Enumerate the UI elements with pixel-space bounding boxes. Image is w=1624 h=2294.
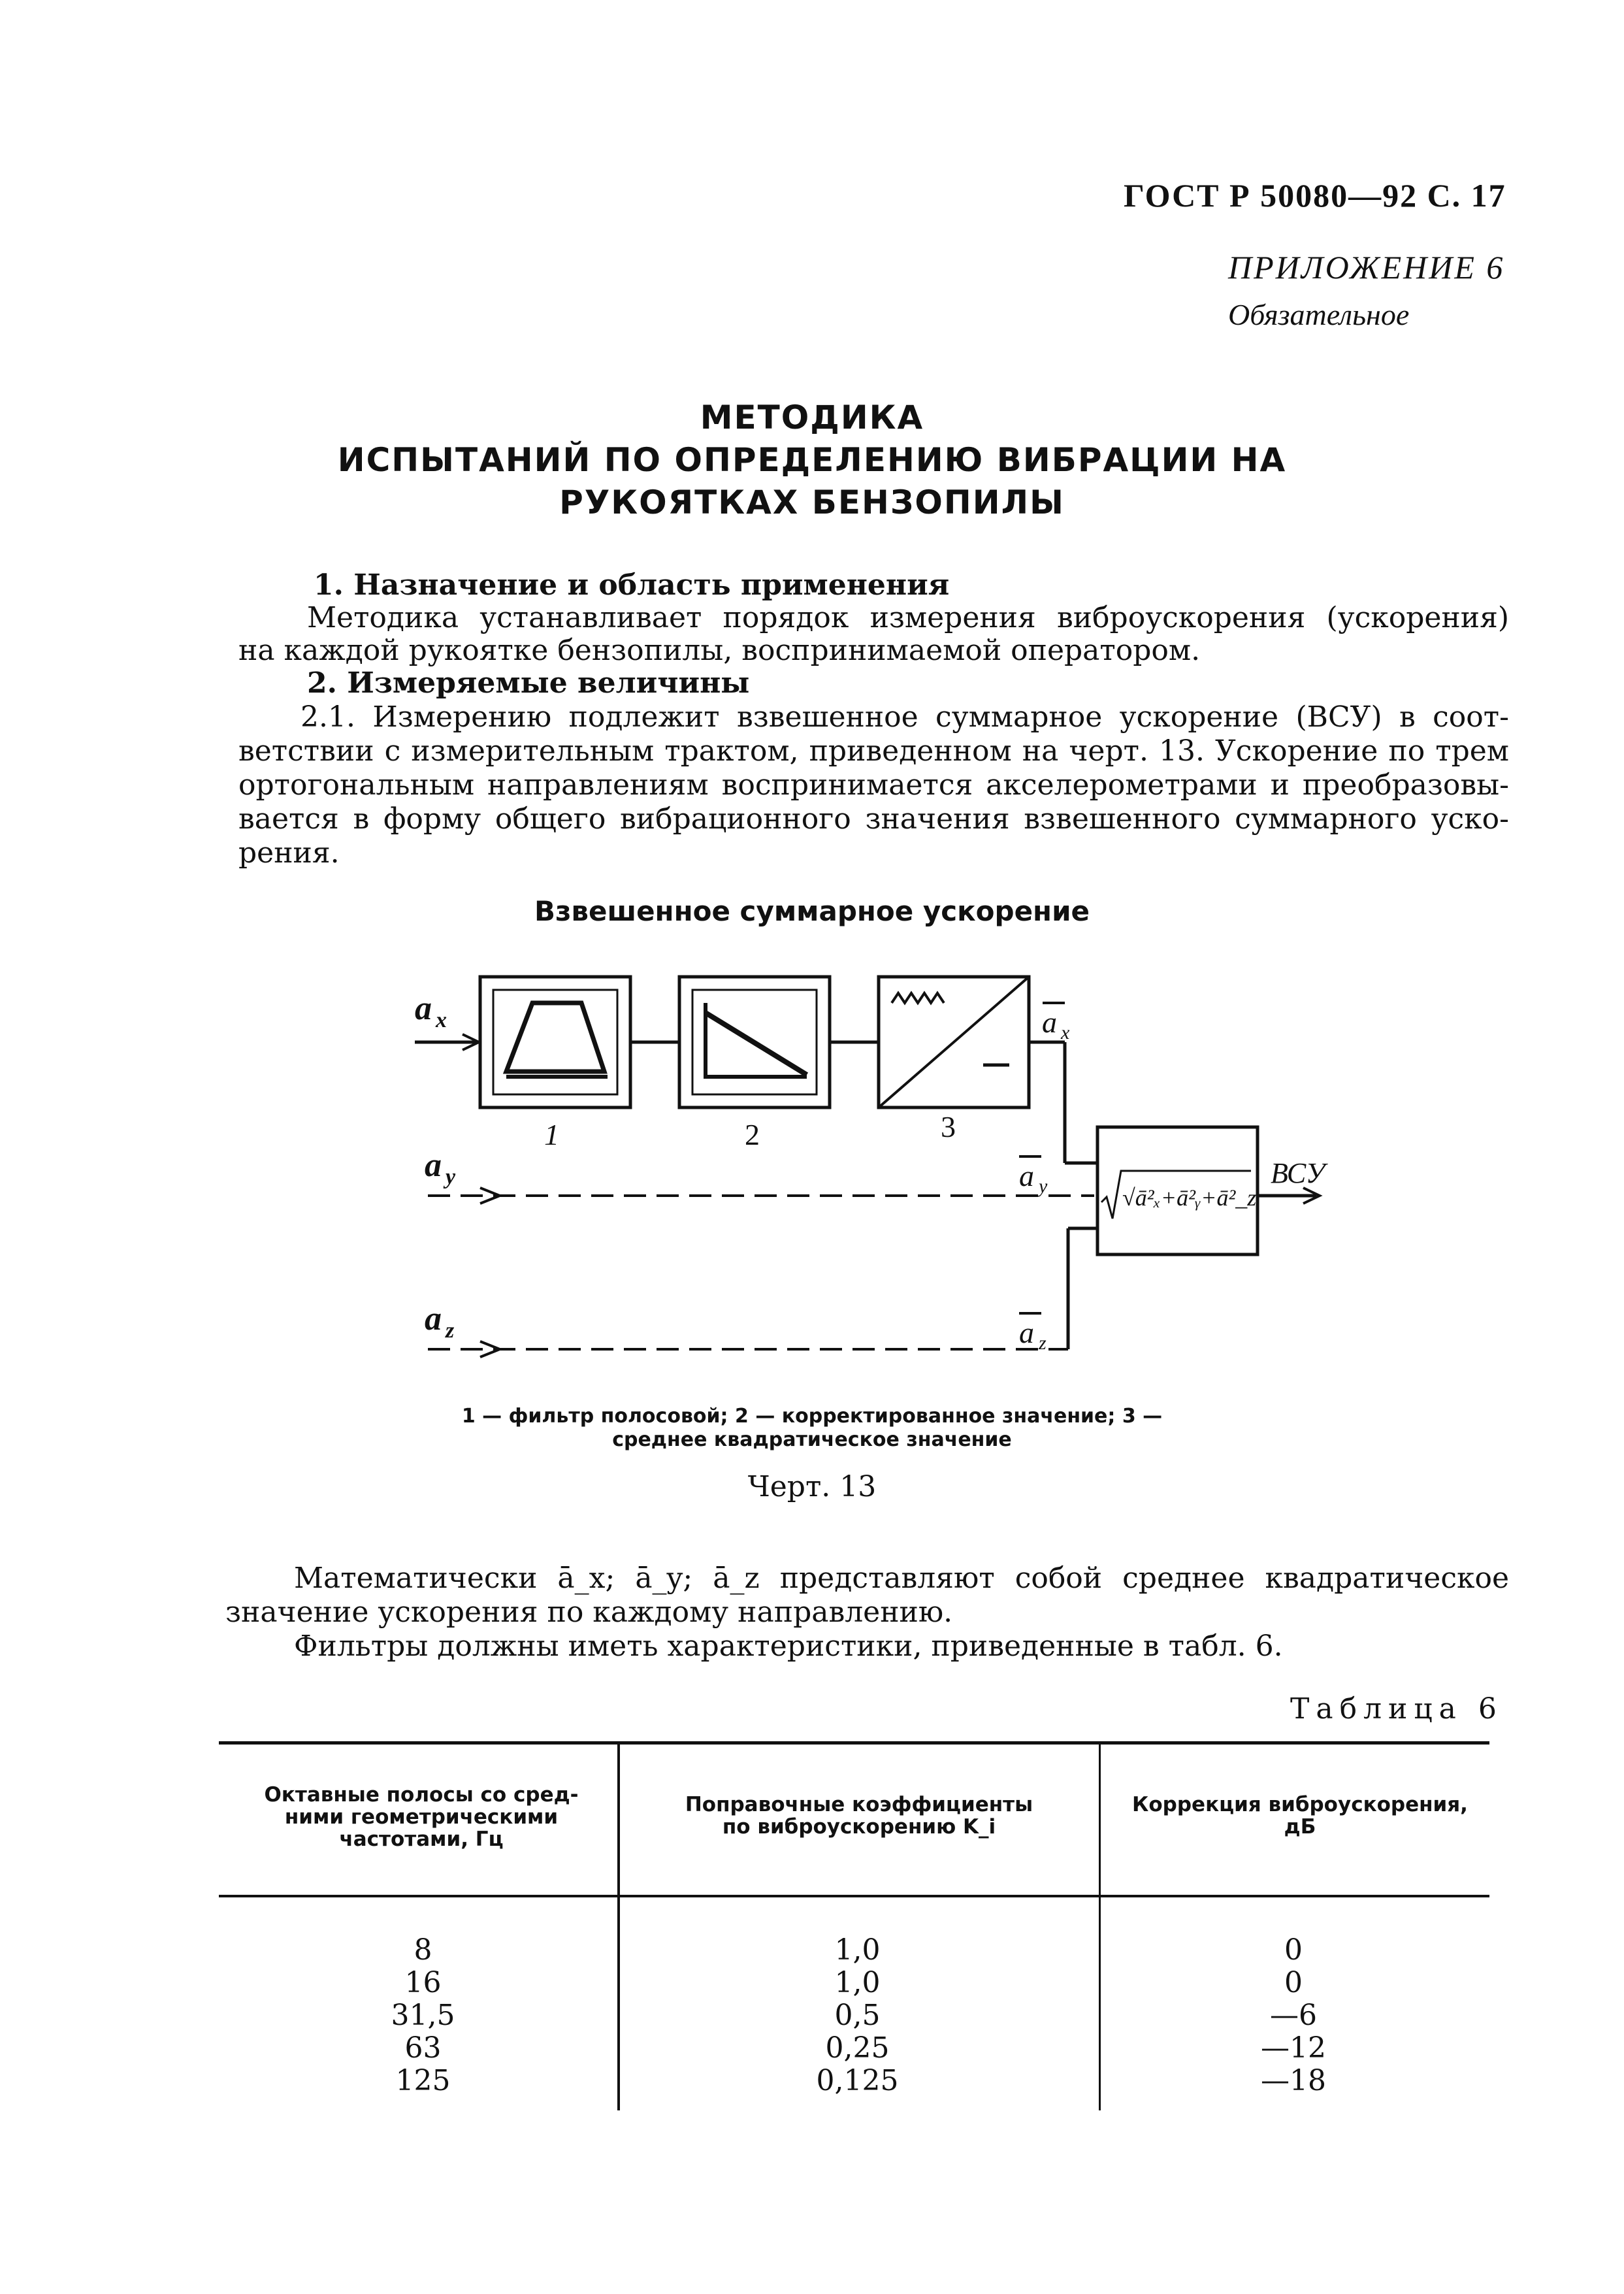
table-body xyxy=(229,1934,1489,2097)
table-top-rule xyxy=(219,1741,1489,1745)
cell-coefficient: 0,25 xyxy=(825,2031,890,2065)
section-2-text-line-3: ортогональным направлениям воспринимается акселерометрами и преобразовы- xyxy=(238,768,1509,802)
input-y-sub: y xyxy=(446,1165,456,1189)
header-frequency-line-3: частотами, Гц xyxy=(339,1827,504,1851)
bandpass-filter-block xyxy=(480,977,630,1107)
header-frequency-line-1: Октавные полосы со сред- xyxy=(264,1783,579,1807)
input-x-label: a xyxy=(415,990,432,1027)
header-correction-line-2: дБ xyxy=(1284,1815,1316,1839)
figure-title: Взвешенное суммарное ускорение xyxy=(534,895,1090,927)
cell-correction: 0 xyxy=(1284,1933,1303,1967)
cell-frequency: 31,5 xyxy=(391,1999,455,2032)
figure-caption-line-1: 1 — фильтр полосовой; 2 — корректированное значение; 3 — xyxy=(461,1405,1163,1428)
header-coefficient-line-1: Поправочные коэффициенты xyxy=(685,1793,1033,1816)
block-diagram xyxy=(0,941,1624,1411)
bandpass-filter-icon xyxy=(506,1003,604,1072)
table-row xyxy=(229,2032,1489,2065)
cell-correction: —18 xyxy=(1261,2064,1326,2097)
block-3-number: 3 xyxy=(941,1110,956,1143)
appendix-status: Обязательное xyxy=(1228,298,1410,331)
title-line-3: РУКОЯТКАХ БЕНЗОПИЛЫ xyxy=(559,483,1065,521)
output-z-label: a xyxy=(1019,1316,1034,1349)
section-2-text-line-4: вается в форму общего вибрационного значения взвешенного суммарного уско- xyxy=(238,802,1509,836)
block-1-number: 1 xyxy=(544,1118,559,1151)
cell-correction: —12 xyxy=(1261,2031,1326,2065)
output-label: ВСУ xyxy=(1271,1157,1325,1189)
appendix-number: ПРИЛОЖЕНИЕ 6 xyxy=(1228,249,1505,286)
output-y-sub: y xyxy=(1039,1175,1048,1197)
section-2-text-line-2: ветствии с измерительным трактом, приведенном на черт. 13. Ускорение по трем xyxy=(238,734,1509,768)
figure-number: Черт. 13 xyxy=(747,1470,877,1503)
table-header-rule xyxy=(219,1895,1489,1897)
input-z-sub: z xyxy=(446,1319,455,1343)
table-row xyxy=(229,2065,1489,2097)
table-header-frequency xyxy=(229,1784,614,1850)
output-x-label: a xyxy=(1042,1006,1057,1039)
output-y-label: a xyxy=(1019,1159,1034,1192)
section-2-text-line-1: 2.1. Измерению подлежит взвешенное суммарное ускорение (ВСУ) в соот- xyxy=(300,700,1509,734)
title-line-2: ИСПЫТАНИЙ ПО ОПРЕДЕЛЕНИЮ ВИБРАЦИИ НА xyxy=(337,441,1287,479)
input-y-label: a xyxy=(425,1147,442,1184)
input-z-label: a xyxy=(425,1300,442,1337)
table-row xyxy=(229,1934,1489,1967)
cell-frequency: 125 xyxy=(395,2064,451,2097)
header-coefficient-line-2: по виброускорению K_i xyxy=(722,1815,996,1839)
section-2-heading: 2. Измеряемые величины xyxy=(307,666,750,700)
weighting-slope-icon xyxy=(706,1013,807,1075)
output-z-sub: z xyxy=(1039,1332,1047,1354)
table-header-correction xyxy=(1107,1794,1493,1838)
section-1-heading: 1. Назначение и область применения xyxy=(314,568,950,602)
math-note-line-1: Математически ā_x; ā_y; ā_z представляют собой среднее квадратическое xyxy=(294,1562,1509,1595)
output-x-sub: x xyxy=(1061,1022,1070,1043)
ac-signal-icon xyxy=(892,993,944,1003)
cell-frequency: 16 xyxy=(404,1966,442,1999)
input-x-sub: x xyxy=(436,1008,447,1032)
cell-coefficient: 1,0 xyxy=(834,1933,881,1967)
header-frequency-line-2: ними геометрическими xyxy=(284,1805,559,1829)
table-label: Таблица 6 xyxy=(1290,1692,1503,1726)
filter-reference-line: Фильтры должны иметь характеристики, приведенные в табл. 6. xyxy=(294,1630,1283,1663)
section-2-text-line-5: рения. xyxy=(238,836,340,870)
cell-frequency: 63 xyxy=(404,2031,442,2065)
block-2-number: 2 xyxy=(745,1118,760,1151)
rss-formula: √ā²ₓ+ā²ᵧ+ā²_z xyxy=(1122,1185,1257,1211)
figure-caption-line-2: среднее квадратическое значение xyxy=(612,1428,1012,1451)
table-row xyxy=(229,1967,1489,1999)
cell-correction: 0 xyxy=(1284,1966,1303,1999)
title-line-1: МЕТОДИКА xyxy=(700,399,924,436)
cell-coefficient: 0,5 xyxy=(834,1999,881,2032)
cell-coefficient: 1,0 xyxy=(834,1966,881,1999)
table-header-coefficient xyxy=(627,1794,1091,1838)
standard-reference: ГОСТ Р 50080—92 С. 17 xyxy=(1124,177,1506,214)
cell-correction: —6 xyxy=(1270,1999,1317,2032)
section-1-text-line-2: на каждой рукоятке бензопилы, воспринимаемой оператором. xyxy=(238,634,1201,667)
table-row xyxy=(229,1999,1489,2032)
header-correction-line-1: Коррекция виброускорения, xyxy=(1132,1793,1468,1816)
cell-frequency: 8 xyxy=(414,1933,432,1967)
cell-coefficient: 0,125 xyxy=(816,2064,899,2097)
math-note-line-2: значение ускорения по каждому направлению. xyxy=(225,1596,953,1629)
section-1-text-line-1: Методика устанавливает порядок измерения виброускорения (ускорения) xyxy=(307,601,1509,634)
